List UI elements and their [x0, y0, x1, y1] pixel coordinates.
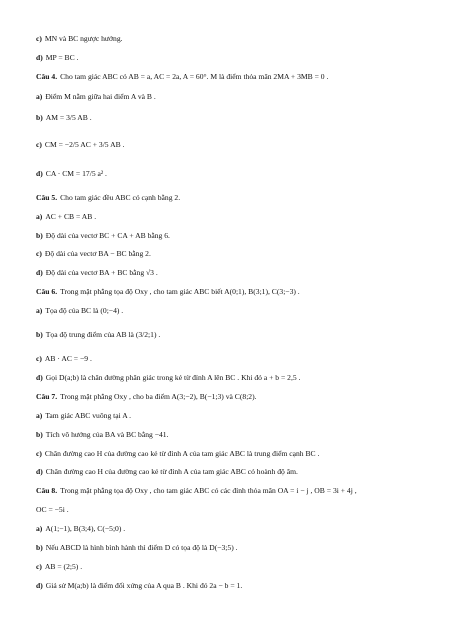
line-19: a) Tam giác ABC vuông tại A .	[36, 411, 132, 420]
question-8-title: Câu 8. Trong mặt phẳng tọa độ Oxy , cho tam giác ABC có các đỉnh thỏa mãn OA = i − j , OB = 3i + 4j ,	[36, 486, 357, 495]
line-2: d) MP = BC .	[36, 53, 79, 62]
line-4: a) Điểm M nằm giữa hai điểm A và B .	[36, 92, 156, 101]
line-12: d) Độ dài của vectơ BA + BC bằng √3 .	[36, 268, 158, 277]
line-21: c) Chân đường cao H của đường cao kẻ từ đỉnh A của tam giác ABC là trung điểm cạnh BC .	[36, 449, 320, 458]
question-4-title: Câu 4. Cho tam giác ABC có AB = a, AC = 2a, A = 60°. M là điểm thỏa mãn 2MA + 3MB = 0 .	[36, 72, 329, 81]
line-14: a) Tọa độ của BC là (0;−4) .	[36, 306, 124, 315]
line-5: b) AM = 3/5 AB .	[36, 113, 92, 122]
line-22: d) Chân đường cao H của đường cao kẻ từ đỉnh A của tam giác ABC có hoành độ âm.	[36, 467, 298, 476]
line-11: c) Độ dài của vectơ BA − BC bằng 2.	[36, 249, 151, 258]
question-6-title: Câu 6. Trong mặt phẳng tọa độ Oxy , cho tam giác ABC biết A(0;1), B(3;1), C(3;−3) .	[36, 287, 300, 296]
line-17: d) Gọi D(a;b) là chân đường phân giác trong kẻ từ đỉnh A lên BC . Khi đó a + b = 2,5 .	[36, 373, 301, 382]
line-26: b) Nếu ABCD là hình bình hành thì điểm D có tọa độ là D(−3;5) .	[36, 543, 238, 552]
line-15: b) Tọa độ trung điểm của AB là (3/2;1) .	[36, 330, 161, 339]
line-24: OC = −5i .	[36, 505, 69, 514]
line-6: c) CM = −2/5 AC + 3/5 AB .	[36, 140, 125, 149]
line-27: c) AB = (2;5) .	[36, 562, 83, 571]
line-28: d) Giả sử M(a;b) là điểm đối xứng của A qua B . Khi đó 2a − b = 1.	[36, 581, 243, 590]
line-1: c) MN và BC ngược hướng.	[36, 34, 123, 43]
line-16: c) AB · AC = −9 .	[36, 354, 92, 363]
line-10: b) Độ dài của vectơ BC + CA + AB bằng 6.	[36, 231, 170, 240]
line-20: b) Tích vô hướng của BA và BC bằng −41.	[36, 430, 169, 439]
line-25: a) A(1;−1), B(3;4), C(−5;0) .	[36, 524, 126, 533]
line-7: d) CA · CM = 17/5 a² .	[36, 169, 107, 178]
line-9: a) AC + CB = AB .	[36, 212, 97, 221]
question-5-title: Câu 5. Cho tam giác đều ABC có cạnh bằng 2.	[36, 193, 181, 202]
question-7-title: Câu 7. Trong mặt phẳng Oxy , cho ba điểm A(3;−2), B(−1;3) và C(8;2).	[36, 392, 257, 401]
